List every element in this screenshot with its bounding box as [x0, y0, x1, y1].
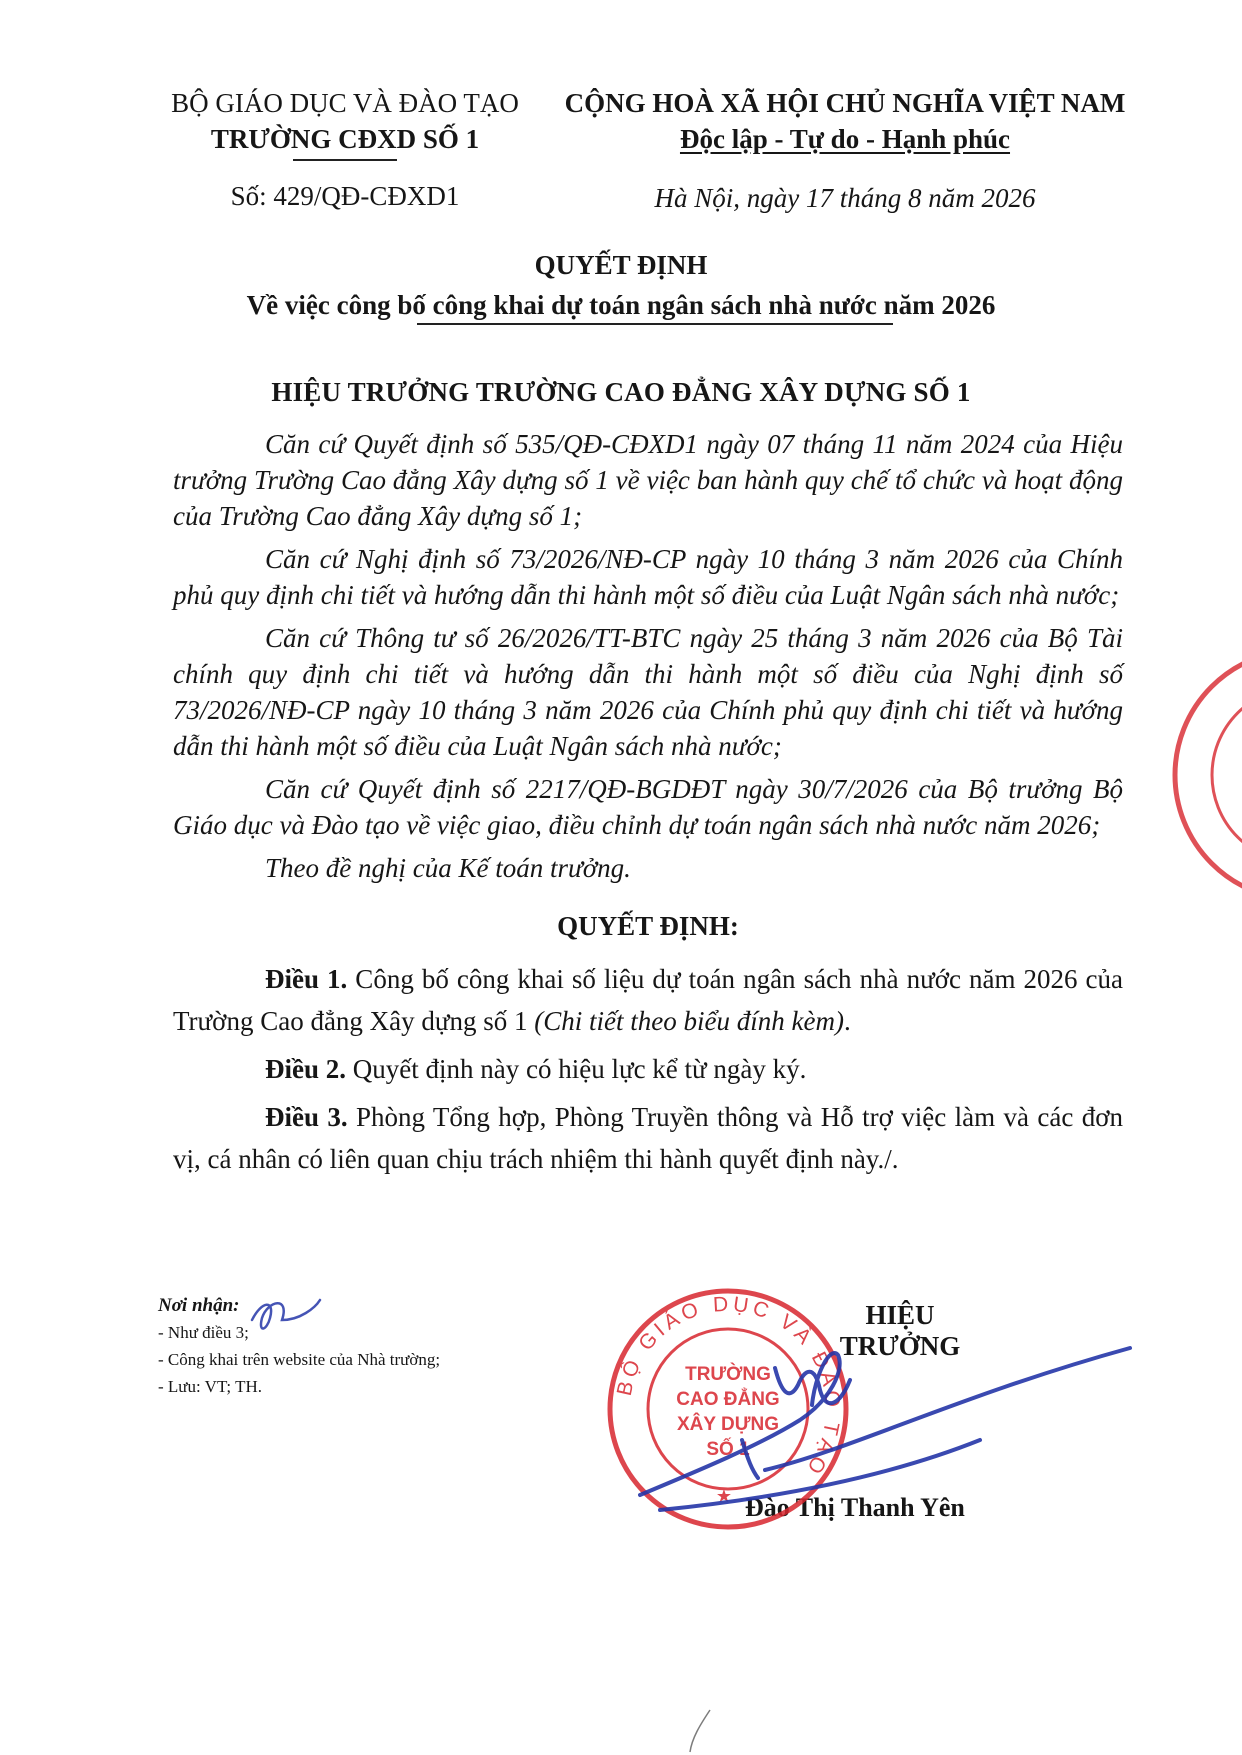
agency-underline: [293, 159, 397, 161]
subject-underline: [417, 323, 893, 325]
article-text: Quyết định này có hiệu lực kể từ ngày ký.: [346, 1054, 807, 1084]
signature-ink: [640, 1348, 1130, 1510]
national-header-block: [545, 85, 1145, 214]
ministry-name: BỘ GIÁO DỤC VÀ ĐÀO TẠO: [171, 88, 519, 118]
legal-basis-item: Căn cứ Quyết định số 535/QĐ-CĐXD1 ngày 07 tháng 11 năm 2024 của Hiệu trưởng Trường Cao đẳng Xây dựng số 1 về việc ban hành quy chế tổ chức và hoạt động của Trường Cao đẳng Xây dựng số 1;: [173, 429, 1123, 531]
recipients-heading: Nơi nhận:: [158, 1295, 240, 1316]
margin-seal-fragment: [1175, 650, 1242, 900]
article-2: [173, 1048, 1123, 1090]
article-3: [173, 1096, 1123, 1180]
legal-basis-item: Căn cứ Quyết định số 2217/QĐ-BGDĐT ngày 30/7/2026 của Bộ trưởng Bộ Giáo dục và Đào tạo về việc giao, điều chỉnh dự toán ngân sách nhà nước năm 2026;: [173, 774, 1123, 840]
national-motto: Độc lập - Tự do - Hạnh phúc: [679, 124, 1011, 154]
article-label: Điều 3.: [265, 1102, 348, 1132]
document-type: QUYẾT ĐỊNH: [534, 250, 708, 280]
seal-star-icon: ★: [715, 1486, 733, 1507]
document-subject: Về việc công bố công khai dự toán ngân sách nhà nước năm 2026: [246, 290, 996, 320]
article-label: Điều 2.: [265, 1054, 346, 1084]
official-seal: [610, 1291, 846, 1527]
article-1: [173, 958, 1123, 1042]
place-and-date: Hà Nội, ngày 17 tháng 8 năm 2026: [654, 183, 1036, 213]
signer-name: Đào Thị Thanh Yên: [745, 1493, 965, 1522]
recipient-item: - Như điều 3;: [158, 1323, 249, 1342]
recipient-item: - Công khai trên website của Nhà trường;: [158, 1350, 441, 1369]
seal-center-line: CAO ĐẲNG: [676, 1389, 780, 1410]
seal-center-line: TRƯỜNG: [685, 1364, 771, 1385]
legal-basis-item: Căn cứ Nghị định số 73/2026/NĐ-CP ngày 10 tháng 3 năm 2026 của Chính phủ quy định chi tiết và hướng dẫn thi hành một số điều của Luật Ngân sách nhà nước;: [173, 544, 1123, 610]
seal-center-line: SỐ 1: [706, 1439, 750, 1460]
article-label: Điều 1.: [265, 964, 348, 994]
nation-title: CỘNG HOÀ XÃ HỘI CHỦ NGHĨA VIỆT NAM: [564, 88, 1126, 118]
issuing-authority: HIỆU TRƯỞNG TRƯỜNG CAO ĐẲNG XÂY DỰNG SỐ 1: [271, 377, 971, 407]
seal-center-line: XÂY DỰNG: [677, 1414, 779, 1435]
document-body: [173, 426, 1123, 1186]
article-text: Phòng Tổng hợp, Phòng Truyền thông và Hỗ trợ việc làm và các đơn vị, cá nhân có liên quan chịu trách nhiệm thi hành quyết định này./.: [173, 1102, 1123, 1174]
article-note: (Chi tiết theo biểu đính kèm): [534, 1006, 844, 1036]
signer-title: HIỆU TRƯỞNG: [839, 1300, 961, 1361]
school-name: TRƯỜNG CĐXD SỐ 1: [210, 124, 480, 154]
seal-ring-text: BỘ GIÁO DỤC VÀ ĐÀO TẠO: [612, 1292, 845, 1482]
article-tail: .: [843, 1006, 851, 1036]
recipient-item: - Lưu: VT; TH.: [158, 1377, 262, 1396]
decision-heading: QUYẾT ĐỊNH:: [557, 911, 739, 941]
recipients-block: [158, 1292, 578, 1400]
scan-artifact: [690, 1710, 710, 1752]
svg-text:BỘ GIÁO DỤC VÀ ĐÀO TẠO: [613, 1293, 845, 1481]
legal-basis-item: Theo đề nghị của Kế toán trưởng.: [265, 853, 631, 883]
issuing-agency-block: [155, 85, 535, 212]
legal-basis-item: Căn cứ Thông tư số 26/2026/TT-BTC ngày 25 tháng 3 năm 2026 của Bộ Tài chính quy định chi tiết và hướng dẫn thi hành một số điều của Nghị định số 73/2026/NĐ-CP ngày 10 tháng 3 năm 2026 của Chính phủ quy định chi tiết và hướng dẫn thi hành một số điều của Luật Ngân sách nhà nước;: [173, 623, 1123, 761]
document-number: Số: 429/QĐ-CĐXD1: [230, 181, 460, 211]
article-text: Công bố công khai số liệu dự toán ngân sách nhà nước năm 2026 của Trường Cao đẳng Xây dựng số 1: [173, 964, 1124, 1036]
